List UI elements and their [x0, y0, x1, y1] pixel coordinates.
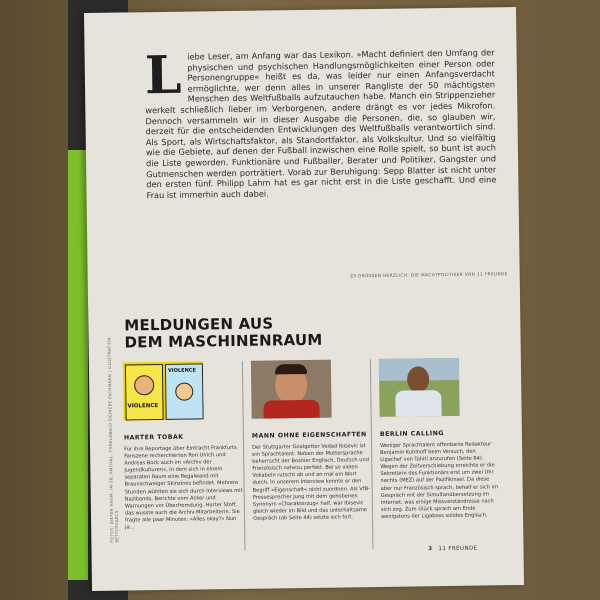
cartoon-word-b: VIOLENCE — [167, 367, 196, 374]
underlying-page-green-strip — [68, 150, 88, 580]
dropcap: L — [144, 44, 182, 107]
column-heading: BERLIN CALLING — [379, 430, 445, 438]
page-number: 3 — [428, 546, 433, 553]
cartoon-face — [134, 375, 154, 395]
column-heading: MANN OHNE EIGENSCHAFTEN — [251, 431, 367, 440]
editorial-body: iebe Leser, am Anfang war das Lexikon. »Macht definiert den Umfang der physischen und psychischen Handlungsmöglichkeiten einer Person oder Personengruppe« heißt es da, was leider nur einen Anfangsverdacht ermöglichte, wer denn alles in unserer Rangliste der 50 mächtigsten Menschen des Weltfußballs aufzutauchen habe. Manch ein Strippenzieher werkelt schließlich lieber im Verborgenen, andere drängt es vor jedes Mikrofon. Dennoch versammeln wir in dieser Ausgabe die Personen, die, so glauben wir, derzeit für die entscheidenden Entwicklungen des Weltfußballs verantwortlich sind. Als Sport, als Wirtschaftsfaktor, als Standortfaktor, als Volkskultur. Und so vielfältig wie die Gebiete, auf denen der Fußball inzwischen eine Rolle spielt, so bunt ist auch die Liste geworden. Funktionäre und Fußballer, Berater und Politiker, Gangster und Gutmenschen werden porträtiert. Vorab zur Beruhigung: Sepp Blatter ist nicht unter den ersten fünf. Philipp Lahm hat es gar nicht erst in die Liste geschafft. Und eine Frau ist immerhin auch dabei. — [145, 47, 497, 200]
news-column-2 — [251, 359, 371, 523]
editorial-text — [144, 44, 497, 200]
cartoon-illustration — [123, 361, 204, 420]
section-title-line2: DEM MASCHINENRAUM — [124, 330, 323, 352]
cartoon-panel-a — [125, 364, 164, 421]
news-column-1 — [123, 361, 243, 532]
official-photo — [379, 358, 460, 417]
photo-credit: FOTOS: DIETER HAUM, IM-2B, AMOVAL, TORELABALO SIEINERE FACHMANN | ILLUSTRATION: BETTYROARCS — [106, 335, 120, 543]
cartoon-word-a: VIOLENCE — [127, 403, 159, 410]
editorial-signature: ES GRÜSSEN HERZLICH: DIE MACHTPOLITIKER VON 11 FREUNDE — [350, 271, 508, 279]
player-shirt — [263, 400, 319, 419]
official-shirt — [395, 390, 441, 417]
column-heading: HARTER TOBAK — [123, 433, 184, 442]
section-title — [124, 314, 364, 351]
column-text: Der Stuttgarter Goalgetter Vedad Ibisevic ist ein Sprachtalent. Neben der Muttersprache beherrscht der Bosnier Englisch, Deutsch und Französisch nahezu perfekt. Bei so vielen Vokabeln rutscht ab und an mal ein Wort durch. In unserem Interview konnte er den Begriff »Eigenschaft« nicht zuordnen. Als VfB-Pressesprecher Jung mit dem gehobenen Synonym »Charakterzug« half, war Ibisevic gleich wieder im Bild und das unterhaltsame Gespräch (ab Seite 44) setzte sich fort. — [252, 443, 370, 522]
cartoon-face — [175, 383, 193, 401]
publication-name: 11 FREUNDE — [438, 545, 478, 553]
cartoon-panel-b — [165, 363, 204, 420]
section-title-line1: MELDUNGEN AUS — [124, 314, 274, 335]
page-footer — [428, 546, 477, 553]
column-text: Weniger Sprachtalent offenbarte Redakteur Benjamin Kuhlhoff beim Versuch, den Ligachef von Tahiti anzurufen (Seite 84). Wegen der Zeitverschiebung erreichte er die Sekretärin des Funktionärs erst um zwei Uhr nachts (MEZ) auf der Pazifikinsel. Da diese aber nur Französisch sprach, behalf er sich im Gespräch mit der Simultanübersetzung im Internet, was einige Missverständnisse nach sich zog. Zum Glück sprach am Ende wenigstens der Ligaboss solides Englisch. — [380, 441, 499, 520]
news-column-3 — [379, 357, 499, 521]
column-text: Für ihre Reportage über Eintracht Frankfurts Fanszene recherchierten Ron Ulrich und Andreas Bock auch im »Archiv der Jugendkulturen«, in dem sich in einem separaten Raum eine Regalwand mit Braunschweiger Skinzines befindet. Mehrere Stunden wühlten sie sich durch Interviews mit Nazibands, Berichte vom Acker und Warnungen vor Überfremdung. Harter Stoff, das wusste auch die Archiv-Mitarbeiterin. Sie fragte alle paar Minuten: »Alles okay?« Nun ja… — [124, 444, 243, 531]
magazine-page — [84, 7, 524, 591]
player-hair — [275, 364, 307, 374]
official-face — [407, 366, 429, 392]
player-photo — [251, 360, 332, 419]
